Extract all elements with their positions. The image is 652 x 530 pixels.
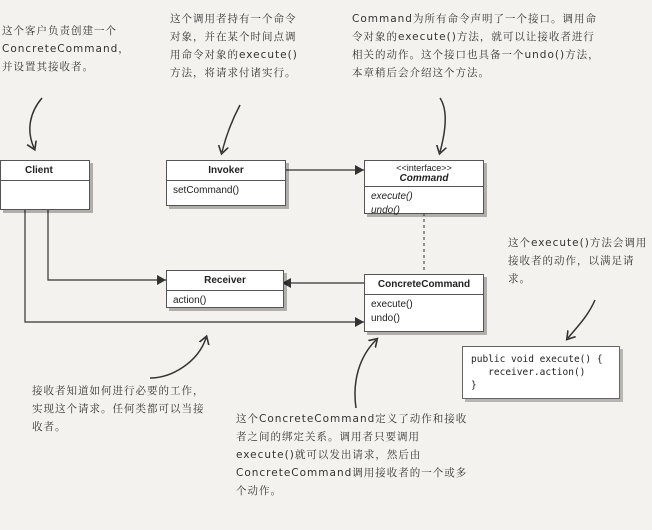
client-note: 这个客户负责创建一个ConcreteCommand，并设置其接收者。 xyxy=(2,25,130,73)
command-stereotype: <<interface>> xyxy=(396,163,452,173)
client-attributes xyxy=(1,181,89,193)
execute-note: 这个execute()方法会调用接收者的动作，以满足请求。 xyxy=(508,237,648,285)
receiver-note: 接收者知道如何进行必要的工作，实现这个请求。任何类都可以当接收者。 xyxy=(32,385,205,433)
code-line: } xyxy=(471,380,477,391)
command-header xyxy=(365,161,483,187)
command-note-arrow xyxy=(440,98,445,152)
concrete-command-method: execute() xyxy=(371,299,413,310)
receiver-method: action() xyxy=(173,295,207,306)
client-class xyxy=(0,160,90,210)
execute-note-arrow xyxy=(568,300,595,338)
concrete-note-arrow xyxy=(355,340,376,408)
command-interface xyxy=(364,160,484,214)
receiver-class xyxy=(166,270,284,308)
concrete-command-methods xyxy=(365,295,483,329)
concrete-command-note: 这个ConcreteCommand定义了动作和接收者之间的绑定关系。调用者只要调用execute()就可以发出请求，然后由ConcreteCommand调用接收者的一个或多个动作。 xyxy=(236,413,468,497)
receiver-methods xyxy=(167,291,283,311)
command-method: execute() xyxy=(371,191,413,202)
command-note: Command为所有命令声明了一个接口。调用命令对象的execute()方法，就可以让接收者进行相关的动作。这个接口也具备一个undo()方法，本章稍后会介绍这个方法。 xyxy=(352,13,600,79)
invoker-methods xyxy=(167,181,285,201)
command-class-name: Command xyxy=(399,173,449,184)
code-line: receiver.action() xyxy=(471,367,586,378)
receiver-class-name: Receiver xyxy=(167,271,283,291)
invoker-class xyxy=(166,160,286,206)
client-to-receiver-line xyxy=(48,210,166,280)
receiver-note-arrow xyxy=(150,338,206,378)
concrete-command-class-name: ConcreteCommand xyxy=(365,275,483,295)
command-method: undo() xyxy=(371,205,400,216)
command-methods xyxy=(365,187,483,221)
client-class-name: Client xyxy=(1,161,89,181)
execute-code-snippet xyxy=(462,346,620,399)
concrete-command-method: undo() xyxy=(371,313,400,324)
invoker-note: 这个调用者持有一个命令对象，并在某个时间点调用命令对象的execute()方法，将请求付诸实行。 xyxy=(170,13,298,79)
code-line: public void execute() { xyxy=(471,354,603,365)
client-note-arrow xyxy=(30,98,42,148)
invoker-method: setCommand() xyxy=(173,185,240,196)
invoker-class-name: Invoker xyxy=(167,161,285,181)
concrete-command-class xyxy=(364,274,484,332)
invoker-note-arrow xyxy=(222,105,240,152)
